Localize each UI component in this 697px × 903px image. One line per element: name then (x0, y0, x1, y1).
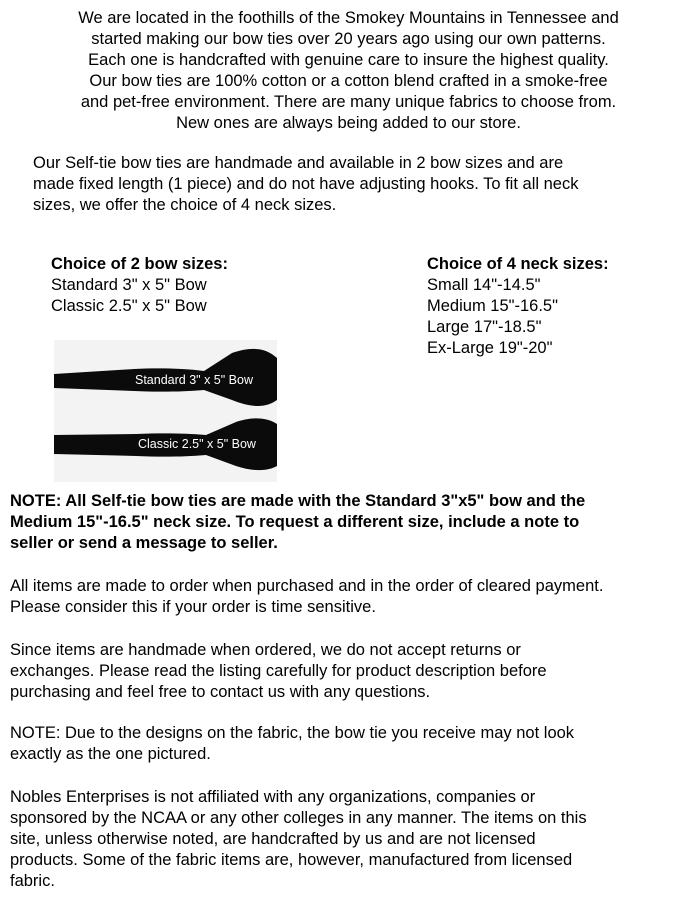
selftie-line: Our Self-tie bow ties are handmade and available in 2 bow sizes and are (33, 154, 564, 172)
bow-size-item: Classic 2.5" x 5" Bow (51, 297, 207, 315)
intro-line: Our bow ties are 100% cotton or a cotton blend crafted in a smoke-free (89, 72, 608, 90)
bow-size-item: Standard 3" x 5" Bow (51, 276, 207, 294)
made-to-order-line: Please consider this if your order is time sensitive. (10, 598, 376, 616)
bow-tie-illustration (54, 340, 277, 482)
size-note-paragraph (10, 491, 690, 554)
neck-size-item: Large 17"-18.5" (427, 318, 542, 336)
bow-sizes-list (51, 254, 351, 317)
made-to-order-line: All items are made to order when purchased and in the order of cleared payment. (10, 577, 604, 595)
returns-line: Since items are handmade when ordered, we do not accept returns or (10, 641, 521, 659)
bow-sizes-heading: Choice of 2 bow sizes: (51, 255, 228, 273)
neck-sizes-list (427, 254, 687, 359)
design-note-line: exactly as the one pictured. (10, 745, 211, 763)
returns-paragraph (10, 640, 690, 703)
intro-line: New ones are always being added to our store. (176, 114, 521, 132)
design-note-line: NOTE: Due to the designs on the fabric, the bow tie you receive may not look (10, 724, 575, 742)
size-note-line: seller or send a message to seller. (10, 534, 278, 552)
intro-line: and pet-free environment. There are many unique fabrics to choose from. (80, 93, 617, 111)
size-note-line: NOTE: All Self-tie bow ties are made with the Standard 3"x5" bow and the (10, 492, 586, 510)
neck-size-item: Medium 15"-16.5" (427, 297, 558, 315)
neck-sizes-heading: Choice of 4 neck sizes: (427, 255, 609, 273)
selftie-line: sizes, we offer the choice of 4 neck sizes. (33, 196, 337, 214)
bow-tie-photo (54, 340, 277, 482)
classic-bow-label: Classic 2.5" x 5" Bow (138, 437, 256, 451)
design-note-paragraph (10, 723, 690, 765)
neck-size-item: Ex-Large 19"-20" (427, 339, 553, 357)
intro-line: We are located in the foothills of the Smokey Mountains in Tennessee and (78, 9, 619, 27)
disclaimer-line: products. Some of the fabric items are, however, manufactured from licensed (10, 851, 573, 869)
standard-bow-label: Standard 3" x 5" Bow (135, 373, 253, 387)
intro-line: Each one is handcrafted with genuine care to insure the highest quality. (88, 51, 609, 69)
intro-line: started making our bow ties over 20 years ago using our own patterns. (91, 30, 606, 48)
made-to-order-paragraph (10, 576, 690, 618)
neck-size-item: Small 14"-14.5" (427, 276, 541, 294)
selftie-paragraph (33, 153, 673, 216)
disclaimer-line: fabric. (10, 872, 55, 890)
size-note-line: Medium 15"-16.5" neck size. To request a different size, include a note to (10, 513, 580, 531)
disclaimer-line: Nobles Enterprises is not affiliated with any organizations, companies or (10, 788, 536, 806)
disclaimer-line: sponsored by the NCAA or any other colleges in any manner. The items on this (10, 809, 587, 827)
disclaimer-paragraph (10, 787, 690, 892)
intro-paragraph (20, 8, 677, 134)
disclaimer-line: site, unless otherwise noted, are handcrafted by us and are not licensed (10, 830, 536, 848)
returns-line: exchanges. Please read the listing carefully for product description before (10, 662, 547, 680)
selftie-line: made fixed length (1 piece) and do not have adjusting hooks. To fit all neck (33, 175, 579, 193)
returns-line: purchasing and feel free to contact us with any questions. (10, 683, 431, 701)
